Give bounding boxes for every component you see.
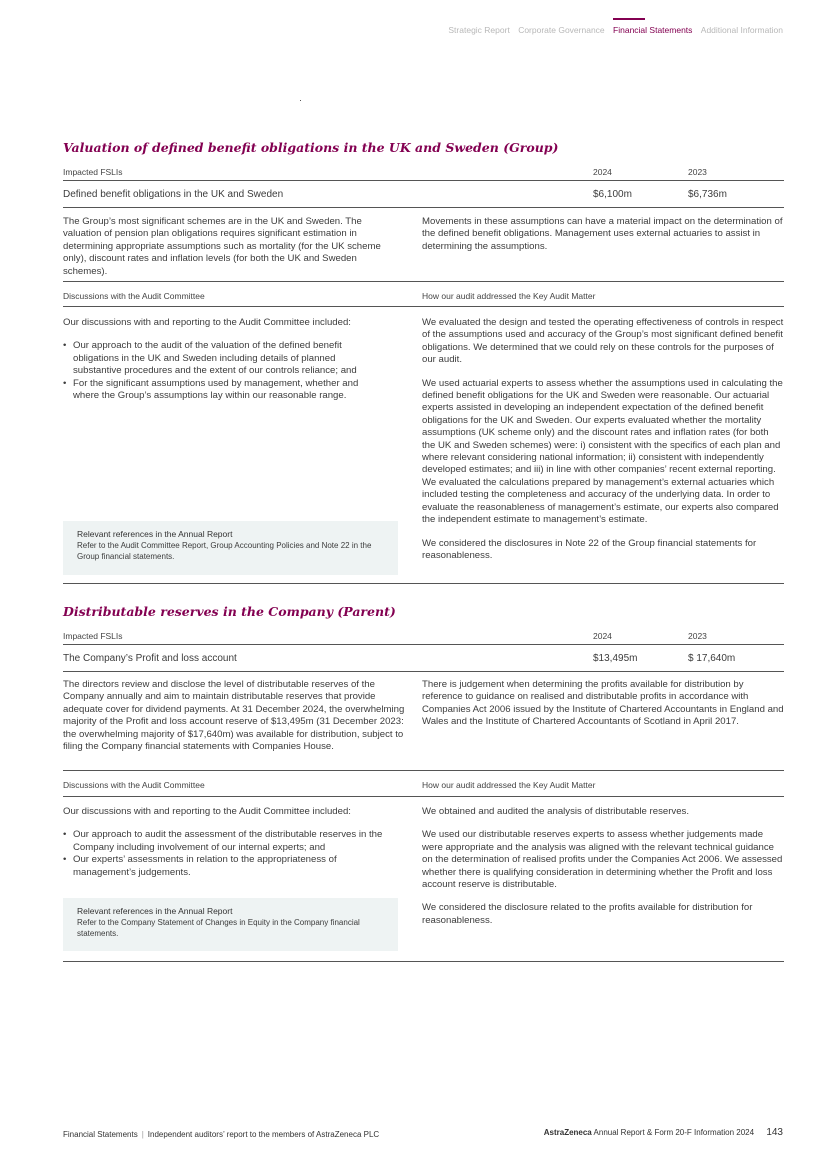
row-2023: $ 17,640m <box>688 653 736 664</box>
desc-right: There is judgement when determining the profits available for distribution by reference to guidance on realised and distributable profits in accordance with Companies Act 2006 issued by the Institute of Chartered Accountants in England and Wales and the Institute of Chartered Accountants of Scotland in April 2017. <box>422 679 784 728</box>
reference-box <box>63 521 398 575</box>
footer-title: Independent auditors’ report to the members of AstraZeneca PLC <box>147 1130 380 1139</box>
how-para: We used our distributable reserves experts to assess whether judgements made were appropriate and the analysis was aligned with the relevant technical guidance on the determination of realised profits under the Companies Act 2006. We assessed whether there is qualifying consideration in determining whether the Profit and loss account reserve is distributable. <box>422 829 783 891</box>
disc-body <box>63 806 383 879</box>
disc-list <box>63 829 383 879</box>
header-fslis: Impacted FSLIs <box>63 631 123 641</box>
ref-text: Refer to the Audit Committee Report, Group Accounting Policies and Note 22 in the Group financial statements. <box>77 541 372 561</box>
disc-intro: Our discussions with and reporting to the Audit Committee included: <box>63 317 351 328</box>
nav-corporate-governance[interactable]: Corporate Governance <box>518 25 605 35</box>
footer-right <box>544 1127 783 1138</box>
how-body <box>422 806 784 938</box>
divider <box>63 306 784 307</box>
how-para: We used actuarial experts to assess whether the assumptions used in calculating the defined benefit obligations for the UK and Sweden were reasonable. Our actuarial experts assisted in developing an independent expectation of the defined benefit obligations for the UK and Sweden. Our experts evaluated whether the mortality assumptions (UK scheme only) and the discount rates and inflation rates (for both the UK and Sweden schemes) were: i) consistent with the specifics of each plan and where relevant considering national information; ii) consistent with independently developed estimates; and iii) in line with other companies’ recent external reporting. We evaluated the calculations prepared by management’s external actuaries which included testing the completeness and accuracy of the underlying data. In order to evaluate the reasonableness of management’s estimate, our experts also compared the independent estimate to management’s estimate. <box>422 377 783 526</box>
top-nav <box>442 25 783 35</box>
header-2024: 2024 <box>593 167 612 177</box>
row-label: Defined benefit obligations in the UK and Sweden <box>63 189 284 200</box>
page-number: 143 <box>766 1127 783 1138</box>
nav-strategic-report[interactable]: Strategic Report <box>448 25 510 35</box>
ref-title: Relevant references in the Annual Report <box>77 906 233 916</box>
ref-text: Refer to the Company Statement of Changes in Equity in the Company financial statements. <box>77 918 360 938</box>
table-row <box>63 181 784 208</box>
section-title: Distributable reserves in the Company (Parent) <box>63 604 396 619</box>
footer-section: Financial Statements <box>63 1130 138 1139</box>
nav-financial-statements[interactable]: Financial Statements <box>613 25 693 35</box>
table-header <box>63 164 784 181</box>
table-row <box>63 645 784 672</box>
divider <box>63 796 784 797</box>
stray-dot <box>300 100 301 101</box>
how-header: How our audit addressed the Key Audit Matter <box>422 291 596 301</box>
disc-bullet: • Our experts’ assessments in relation to the appropriateness of management’s judgements. <box>73 854 383 879</box>
disc-bullet: • Our approach to the audit of the valuation of the defined benefit obligations in the UK and Sweden including details of planned substantive procedures and the extent of our controls reliance; and <box>73 340 383 377</box>
row-2024: $13,495m <box>593 653 638 664</box>
how-para: We evaluated the design and tested the operating effectiveness of controls in respect of the assumptions used and accuracy of the Group’s most significant defined benefit obligations. We determined that we could rely on these controls for the purposes of our audit. <box>422 317 784 366</box>
header-2023: 2023 <box>688 631 707 641</box>
disc-intro: Our discussions with and reporting to the Audit Committee included: <box>63 806 351 817</box>
divider <box>63 961 784 962</box>
reference-box <box>63 898 398 951</box>
divider <box>63 583 784 584</box>
disc-bullet: • For the significant assumptions used by management, whether and where the Group’s assumptions lay within our reasonable range. <box>73 378 383 403</box>
header-fslis: Impacted FSLIs <box>63 167 123 177</box>
row-label: The Company’s Profit and loss account <box>63 653 237 664</box>
how-para: We considered the disclosures in Note 22 of the Group financial statements for reasonableness. <box>422 537 757 561</box>
nav-additional-information[interactable]: Additional Information <box>700 25 783 35</box>
header-2023: 2023 <box>688 167 707 177</box>
row-2024: $6,100m <box>593 189 632 200</box>
disc-bullet: • Our approach to audit the assessment of the distributable reserves in the Company including involvement of our internal experts; and <box>73 829 383 854</box>
disc-body <box>63 317 383 402</box>
divider <box>63 770 784 771</box>
header-2024: 2024 <box>593 631 612 641</box>
ref-title: Relevant references in the Annual Report <box>77 529 233 539</box>
divider <box>63 281 784 282</box>
desc-right: Movements in these assumptions can have a material impact on the determination of the defined benefit obligations. Management uses external actuaries to assist in determining the assumptions. <box>422 216 783 252</box>
table-header <box>63 628 784 645</box>
section-defined-benefit <box>63 140 784 590</box>
section-title: Valuation of defined benefit obligations in the UK and Sweden (Group) <box>63 140 559 155</box>
disc-header: Discussions with the Audit Committee <box>63 291 205 301</box>
how-para: We obtained and audited the analysis of distributable reserves. <box>422 806 690 817</box>
how-body <box>422 317 784 573</box>
section-distributable-reserves <box>63 604 784 964</box>
how-para: We considered the disclosure related to the profits available for distribution for reasonableness. <box>422 902 753 926</box>
desc-left: The directors review and disclose the level of distributable reserves of the Company annually and aim to maintain distributable reserves that provide adequate cover for dividend payments. At 31 December 2024, the overwhelming majority of the Profit and loss account reserve of $13,495m (31 December 2023: the overwhelming majority of $17,640m) was available for distribution, subject to filing the Company financial statements with Companies House. <box>63 679 405 753</box>
footer-report-name: Annual Report & Form 20-F Information 2024 <box>593 1128 755 1137</box>
how-header: How our audit addressed the Key Audit Matter <box>422 780 596 790</box>
desc-left: The Group’s most significant schemes are in the UK and Sweden. The valuation of pension plan obligations requires significant estimation in determining appropriate assumptions such as mortality (for the UK scheme only), discount rates and inflation levels (for both the UK and Sweden schemes). <box>63 216 381 277</box>
footer-brand: AstraZeneca <box>543 1128 592 1137</box>
row-2023: $6,736m <box>688 189 727 200</box>
disc-list <box>63 340 383 402</box>
disc-header: Discussions with the Audit Committee <box>63 780 205 790</box>
footer-left: Financial Statements | Independent auditors’ report to the members of AstraZeneca PLC <box>63 1130 380 1139</box>
